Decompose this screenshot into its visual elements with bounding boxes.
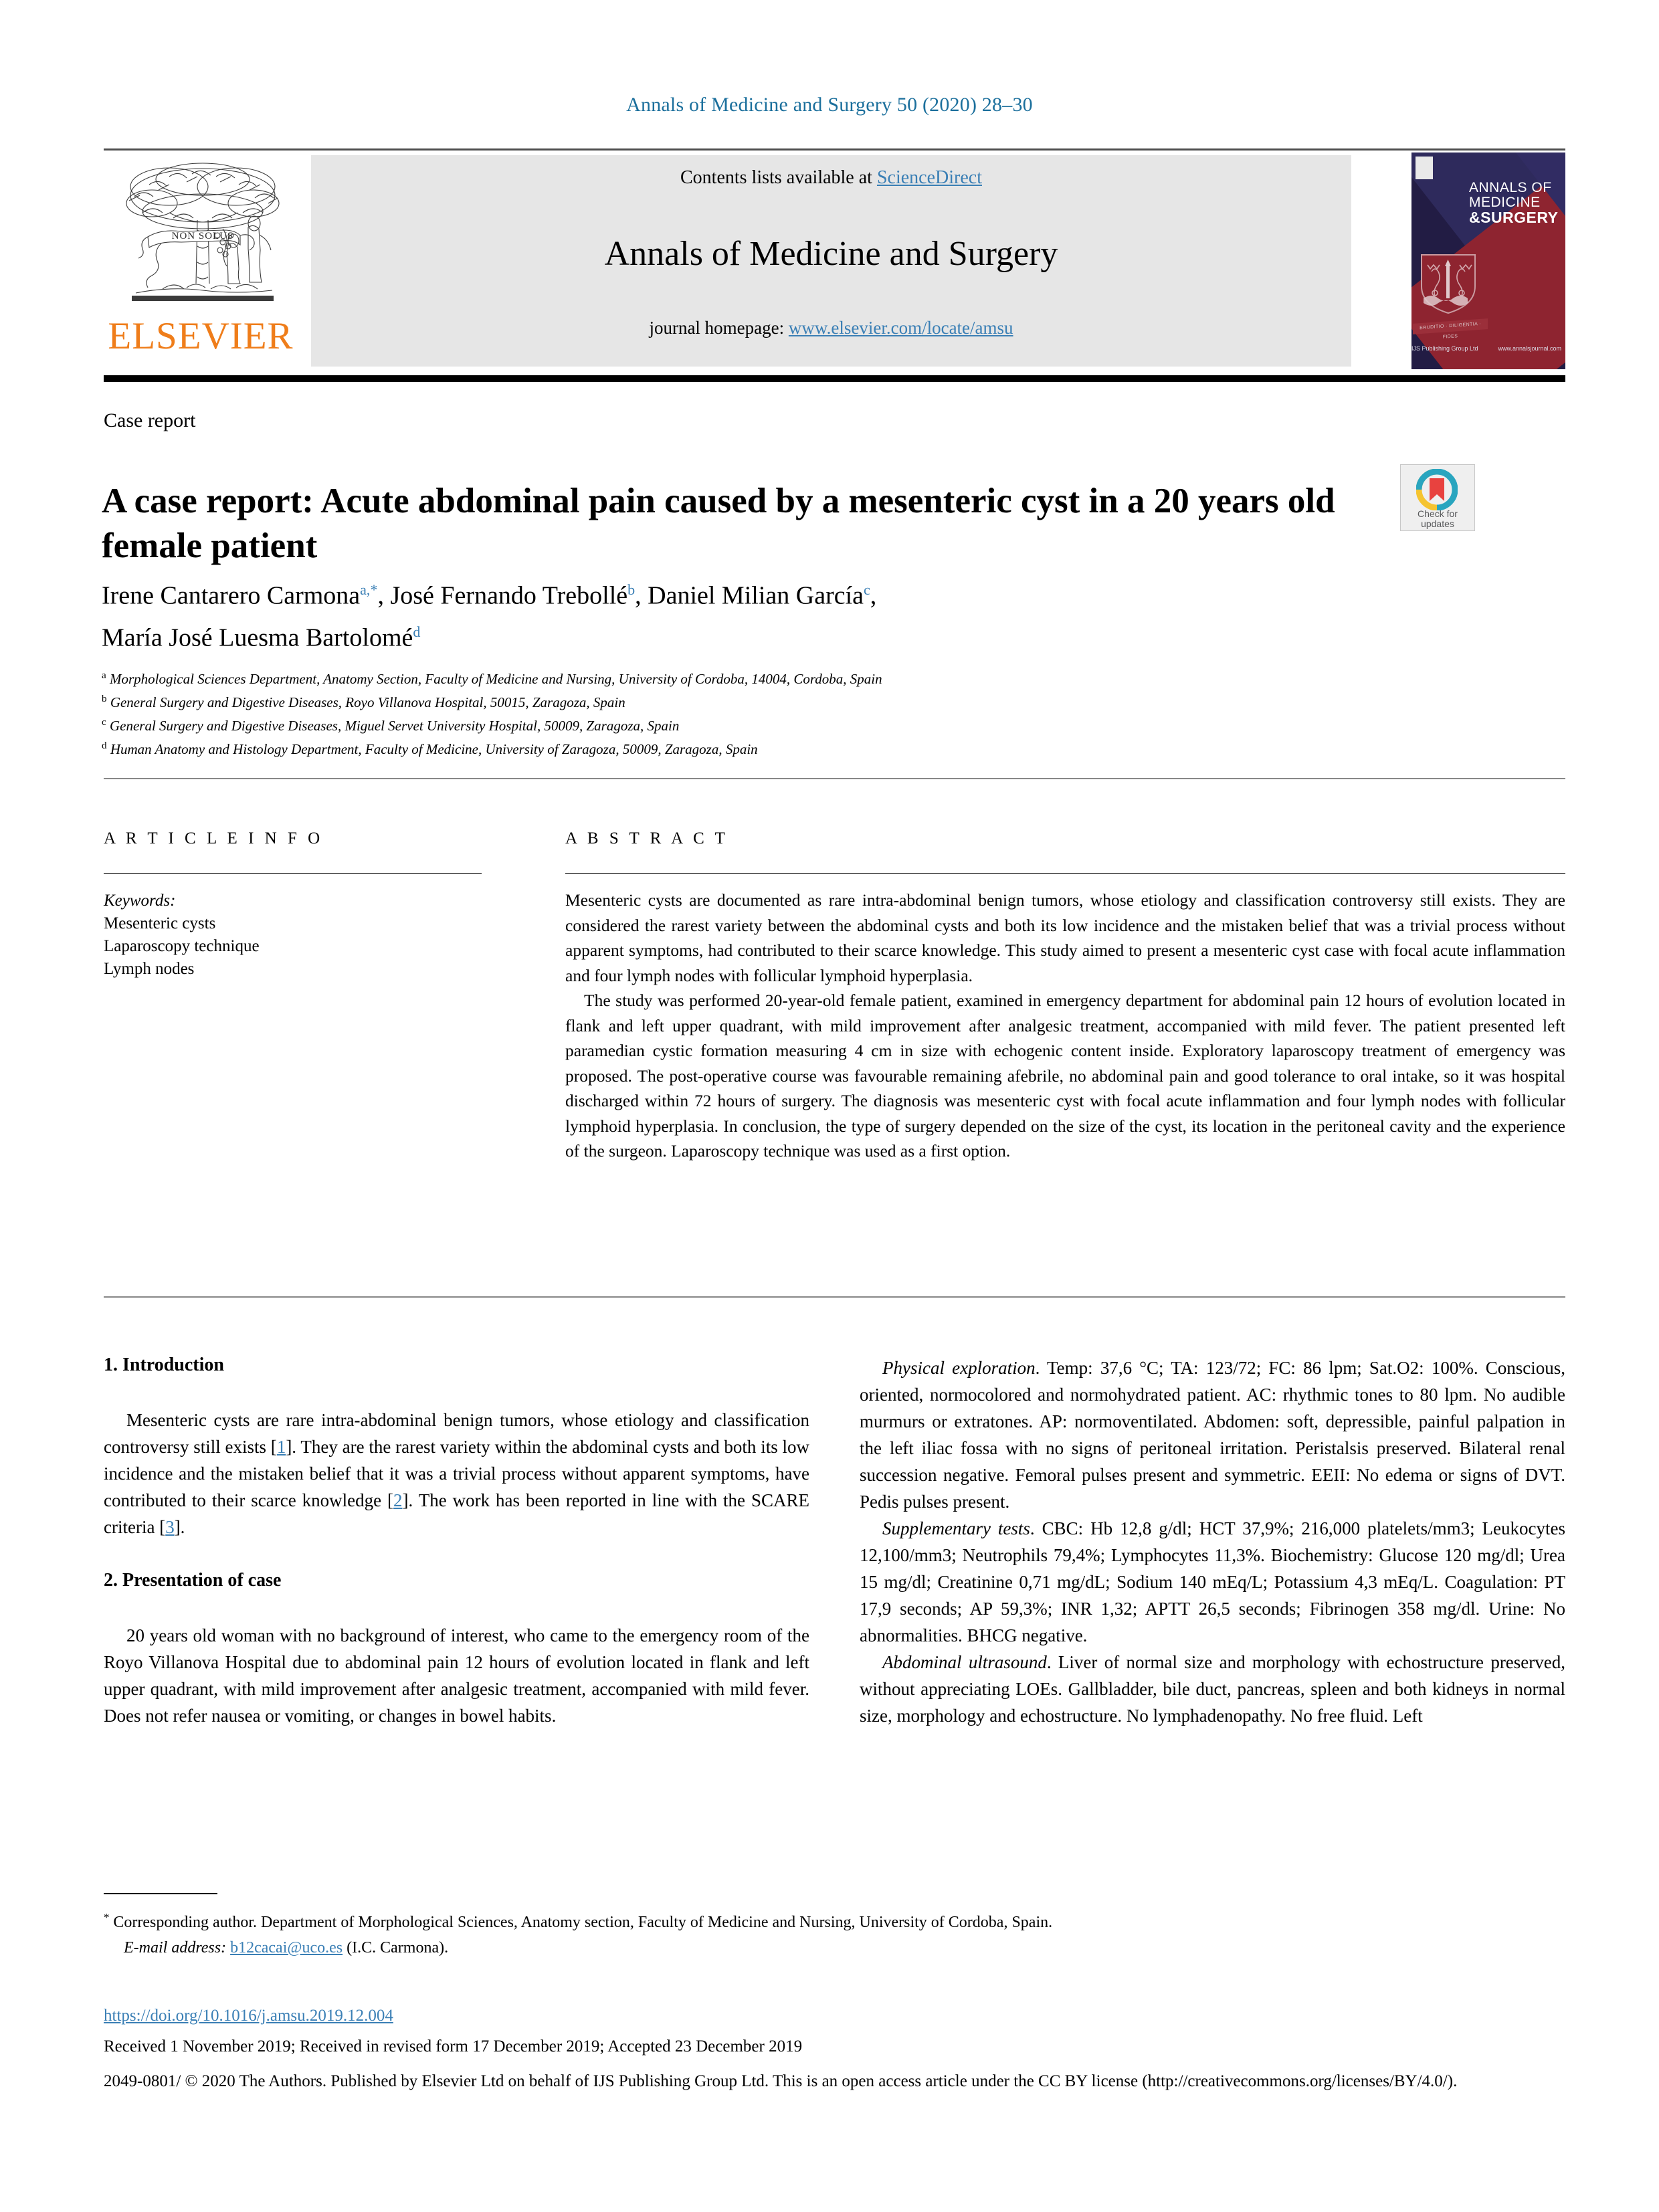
email-link[interactable]: b12cacai@uco.es	[230, 1939, 343, 1956]
cover-title-text	[1469, 181, 1563, 225]
physical-exploration-text: . Temp: 37,6 °C; TA: 123/72; FC: 86 lpm; Sat.O2: 100%. Conscious, oriented, normocolored and normohydrated patient. AC: rhythmic tones to 80 lpm. No audible murmurs or extratones. AP: normoventilated. Abdomen: soft, depressible, painful palpation in the left iliac fossa with no signs of peritoneal irritation. Peristalsis preserved. Bilateral renal succession negative. Femoral pulses present and symmetric. EEII: No edema or signs of DVT. Pedis pulses present.	[860, 1358, 1566, 1512]
journal-cover-thumbnail	[1411, 153, 1565, 369]
keywords-block	[104, 890, 505, 981]
section-heading-introduction: 1. Introduction	[104, 1354, 224, 1375]
footnote-rule	[104, 1893, 217, 1894]
abstract-paragraph: The study was performed 20-year-old female patient, examined in emergency department for abdominal pain 12 hours of evolution located in flank and left upper quadrant, with mild improvement after analgesic treatment, accompanied with mild fever. The patient presented left paramedian cystic formation measuring 4 cm in size with echogenic content inside. Exploratory laparoscopy treatment of emergency was proposed. The post-operative course was favourable remaining afebrile, no abdominal pain and good tolerance to oral intake, so it was hospital discharged within 72 hours of surgery. The diagnosis was mesenteric cyst with focal acute inflammation and four lymph nodes with follicular lymphoid hyperplasia. In conclusion, the type of surgery depended on the size of the cyst, its location in the peritoneal cavity and the experience of the surgeon. Laparoscopy technique was used as a first option.	[565, 991, 1565, 1161]
copyright-notice: 2049-0801/ © 2020 The Authors. Published by Elsevier Ltd on behalf of IJS Publishing Group Ltd. This is an open access article under the CC BY license (http://creativecommons.org/licenses/BY/4.0/).	[104, 2072, 1458, 2090]
doi-link[interactable]: https://doi.org/10.1016/j.amsu.2019.12.004	[104, 2007, 393, 2025]
masthead-banner	[311, 155, 1351, 367]
abdominal-ultrasound-text: . Liver of normal size and morphology with echostructure preserved, without appreciating LOEs. Gallbladder, bile duct, pancreas, spleen and both kidneys in normal size, morphology and echostructure. No lymphadenopathy. No free fluid. Left	[860, 1652, 1566, 1726]
abstract-section-top-rule	[104, 778, 1565, 779]
email-label: E-mail address:	[124, 1939, 227, 1956]
abstract-rule	[565, 873, 1565, 874]
article-type-label: Case report	[104, 409, 196, 431]
keyword-item: Laparoscopy technique	[104, 937, 260, 955]
cover-publisher-text: IJS Publishing Group Ltd	[1411, 345, 1478, 352]
author-name: María José Luesma Bartolomé	[102, 623, 413, 652]
supplementary-tests-label: Supplementary tests	[882, 1518, 1030, 1538]
keyword-item: Mesenteric cysts	[104, 914, 216, 932]
article-history: Received 1 November 2019; Received in revised form 17 December 2019; Accepted 23 December 2019	[104, 2037, 803, 2055]
reference-link-3[interactable]: 3	[165, 1517, 175, 1537]
article-info-rule	[104, 873, 482, 874]
masthead-bottom-bar	[104, 375, 1565, 382]
author-name: Daniel Milian García	[648, 581, 864, 610]
running-head: Annals of Medicine and Surgery 50 (2020) 28–30	[626, 94, 1033, 116]
abdominal-ultrasound-paragraph	[860, 1649, 1565, 1729]
crossmark-label-line1: Check for	[1418, 508, 1458, 519]
supplementary-tests-text: . CBC: Hb 12,8 g/dl; HCT 37,9%; 216,000 platelets/mm3; Leukocytes 12,100/mm3; Neutrophils 79,4%; Lymphocytes 11,3%. Biochemistry: Glucose 120 mg/dl; Urea 15 mg/dl; Creatinine 0,71 mg/dL; Sodium 140 mEq/L; Potassium 4,3 mEq/L. Coagulation: PT 17,9 seconds; AP 59,3%; INR 1,32; APTT 26,5 seconds; Fibrinogen 358 mg/dl. Urine: No abnormalities. BHCG negative.	[860, 1518, 1565, 1645]
affiliation-text: Morphological Sciences Department, Anatomy Section, Faculty of Medicine and Nursing, University of Cordoba, 14004, Cordoba, Spain	[109, 671, 882, 687]
reference-link-1[interactable]: 1	[276, 1437, 286, 1457]
introduction-paragraph	[104, 1407, 809, 1540]
intro-text-b: ]. They are the rarest variety within the abdominal cysts and both its low incidence and the mistaken belief that it was a trivial process without apparent symptoms, have contributed to their scarce knowledge [	[104, 1437, 809, 1510]
cover-motto-text: ERUDITIO · DILIGENTIA · FIDES	[1420, 321, 1481, 340]
author-affiliation-mark[interactable]: d	[413, 623, 421, 640]
cover-title-line3: &SURGERY	[1469, 209, 1559, 226]
affiliation-mark: a	[102, 670, 106, 681]
affiliation-text: Human Anatomy and Histology Department, Faculty of Medicine, University of Zaragoza, 50009, Zaragoza, Spain	[110, 741, 758, 757]
article-info-heading: A R T I C L E I N F O	[104, 829, 324, 847]
affiliation-item	[102, 712, 1506, 736]
physical-exploration-label: Physical exploration	[882, 1358, 1036, 1378]
abstract-heading: A B S T R A C T	[565, 829, 728, 847]
corresponding-author-text: Corresponding author. Department of Morphological Sciences, Anatomy section, Faculty of Medicine and Nursing, University of Cordoba, Spain.	[113, 1914, 1053, 1931]
masthead-top-rule	[104, 148, 1565, 150]
affiliation-item	[102, 666, 1506, 689]
crossmark-badge[interactable]	[1400, 464, 1475, 531]
homepage-prefix: journal homepage:	[649, 318, 789, 338]
author-name: Irene Cantarero Carmona	[102, 581, 361, 610]
elsevier-wordmark: ELSEVIER	[108, 315, 294, 357]
affiliation-text: General Surgery and Digestive Diseases, Miguel Servet University Hospital, 50009, Zaragoza, Spain	[109, 718, 680, 734]
sciencedirect-link[interactable]: ScienceDirect	[876, 167, 982, 188]
affiliation-mark: d	[102, 740, 107, 751]
presentation-paragraph: 20 years old woman with no background of interest, who came to the emergency room of the Royo Villanova Hospital due to abdominal pain 12 hours of evolution located in flank and left upper quadrant, with mild improvement after analgesic treatment, accompanied with mild fever. Does not refer nausea or vomiting, or changes in bowel habits.	[104, 1625, 809, 1726]
section-heading-presentation-of-case: 2. Presentation of case	[104, 1570, 282, 1591]
intro-text-c: ]. The work has been reported in line with the SCARE criteria [	[104, 1490, 809, 1537]
affiliation-item	[102, 736, 1506, 759]
intro-text-a: Mesenteric cysts are rare intra-abdominal benign tumors, whose etiology and classification controversy still exists [	[104, 1410, 809, 1457]
abdominal-ultrasound-label: Abdominal ultrasound	[882, 1652, 1047, 1672]
affiliation-mark: c	[102, 717, 106, 728]
author-affiliation-mark[interactable]: a,*	[360, 581, 378, 598]
intro-text-d: ].	[174, 1517, 185, 1537]
abstract-body	[565, 888, 1565, 1164]
journal-homepage-line	[311, 318, 1351, 338]
author-affiliation-mark[interactable]: b	[627, 581, 636, 598]
crossmark-label-line2: updates	[1421, 518, 1454, 529]
reference-link-2[interactable]: 2	[393, 1490, 403, 1510]
keyword-item: Lymph nodes	[104, 960, 195, 978]
email-suffix: (I.C. Carmona).	[347, 1939, 449, 1956]
journal-title: Annals of Medicine and Surgery	[604, 235, 1058, 273]
footnote-block	[104, 1905, 1508, 1960]
contents-available-line	[311, 167, 1351, 189]
page-title: A case report: Acute abdominal pain caused by a mesenteric cyst in a 20 years old female patient	[102, 481, 1335, 565]
author-name: José Fernando Trebollé	[390, 581, 628, 610]
cover-title-line1: ANNALS OF	[1469, 180, 1552, 195]
keywords-title: Keywords:	[104, 892, 176, 910]
elsevier-tree-icon	[122, 157, 283, 312]
crossmark-label	[1401, 509, 1474, 529]
affiliation-item	[102, 689, 1506, 712]
email-note	[104, 1935, 1508, 1960]
cover-website-text: www.annalsjournal.com	[1498, 345, 1561, 352]
svg-text:NON SOLUS: NON SOLUS	[171, 231, 234, 241]
cover-elsevier-mark	[1416, 157, 1433, 179]
abstract-section-bottom-rule	[104, 1296, 1565, 1298]
journal-homepage-link[interactable]: www.elsevier.com/locate/amsu	[788, 318, 1013, 338]
author-affiliation-mark[interactable]: c	[864, 581, 870, 598]
affiliation-list	[102, 666, 1506, 759]
physical-exploration-paragraph	[860, 1354, 1565, 1515]
body-column-left	[104, 1354, 809, 1729]
supplementary-tests-paragraph	[860, 1515, 1565, 1649]
corresponding-author-note	[104, 1905, 1508, 1935]
body-column-right	[860, 1354, 1565, 1729]
contents-prefix: Contents lists available at	[680, 167, 877, 188]
affiliation-mark: b	[102, 694, 107, 704]
journal-masthead	[104, 153, 1565, 370]
crossmark-icon	[1416, 469, 1458, 510]
author-list: Irene Cantarero Carmona$^{a,*}$, José Fernando Trebollé$^b$, Daniel Milian García$^c$, María José Luesma Bartolomé$^d$	[102, 581, 877, 652]
elsevier-logo	[104, 155, 298, 368]
affiliation-text: General Surgery and Digestive Diseases, Royo Villanova Hospital, 50015, Zaragoza, Spain	[110, 694, 625, 710]
cover-crest-icon	[1418, 252, 1478, 315]
cover-title-line2: MEDICINE	[1469, 195, 1541, 210]
abstract-paragraph: Mesenteric cysts are documented as rare intra-abdominal benign tumors, whose etiology and classification controversy still exists. They are considered the rarest variety between the abdominal cysts and both its low incidence and the mistaken belief that was a trivial process without apparent symptoms, had contributed to their scarce knowledge. This study aimed to present a mesenteric cyst case with focal acute inflammation and four lymph nodes with follicular lymphoid hyperplasia.	[565, 890, 1565, 985]
footnote-star-mark: *	[104, 1911, 110, 1924]
